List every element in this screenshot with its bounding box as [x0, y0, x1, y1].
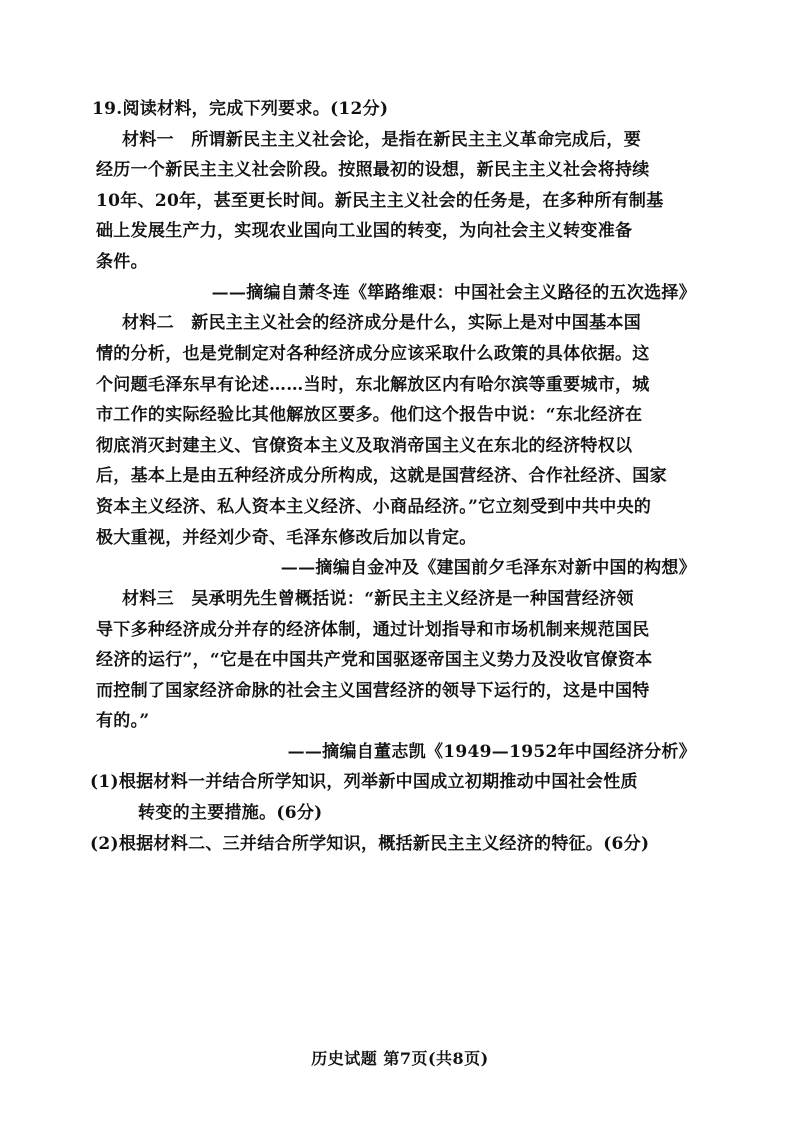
page-footer: 历史试题 第7页(共8页) [311, 1049, 489, 1068]
material-2-line: 彻底消灭封建主义、官僚资本主义及取消帝国主义在东北的经济特权以 [96, 436, 633, 456]
material-2-source: ——摘编自金冲及《建国前夕毛泽东对新中国的构想》 [280, 558, 696, 578]
material-2-line: 资本主义经济、私人资本主义经济、小商品经济。”它立刻受到中共中央的 [96, 497, 652, 517]
material-3-line: 经济的运行”，“它是在中国共产党和国驱逐帝国主义势力及没收官僚资本 [96, 650, 653, 670]
material-1-line: 10年、20年，甚至更长时间。新民主主义社会的任务是，在多种所有制基 [96, 191, 664, 211]
material-2-line: 极大重视，并经刘少奇、毛泽东修改后加以肯定。 [96, 528, 477, 548]
material-1-line: 础上发展生产力，实现农业国向工业国的转变，为向社会主义转变准备 [96, 221, 633, 241]
material-3-line: 有的。” [96, 711, 150, 731]
material-1-line: 经历一个新民主主义社会阶段。按照最初的设想，新民主主义社会将持续 [96, 160, 650, 180]
sub-question-2-line: (2)根据材料二、三并结合所学知识，概括新民主主义经济的特征。(6分) [90, 834, 650, 854]
material-2-line: 个问题毛泽东早有论述……当时，东北解放区内有哈尔滨等重要城市，城 [96, 375, 650, 395]
material-1-line: 材料一 所谓新民主主义社会论，是指在新民主主义革命完成后，要 [122, 130, 641, 150]
material-3-line: 而控制了国家经济命脉的社会主义国营经济的领导下运行的，这是中国特 [96, 681, 650, 701]
material-3-line: 材料三 吴承明先生曾概括说：“新民主主义经济是一种国营经济领 [122, 589, 634, 609]
sub-question-1-line: (1)根据材料一并结合所学知识，列举新中国成立初期推动中国社会性质 [90, 772, 638, 792]
sub-question-1-line: 转变的主要措施。(6分) [138, 803, 323, 823]
question-header: 19.阅读材料，完成下列要求。(12分) [92, 99, 389, 119]
material-3-source: ——摘编自董志凯《1949—1952年中国经济分析》 [287, 742, 696, 762]
material-2-line: 材料二 新民主主义社会的经济成分是什么，实际上是对中国基本国 [122, 313, 641, 333]
material-2-line: 情的分析，也是党制定对各种经济成分应该采取什么政策的具体依据。这 [96, 344, 650, 364]
material-3-line: 导下多种经济成分并存的经济体制，通过计划指导和市场机制来规范国民 [96, 620, 650, 640]
material-2-line: 市工作的实际经验比其他解放区要多。他们这个报告中说：“东北经济在 [96, 405, 643, 425]
material-1-source: ——摘编自萧冬连《筚路维艰：中国社会主义路径的五次选择》 [211, 283, 696, 303]
material-1-line: 条件。 [96, 252, 148, 272]
material-2-line: 后，基本上是由五种经济成分所构成，这就是国营经济、合作社经济、国家 [96, 466, 667, 486]
